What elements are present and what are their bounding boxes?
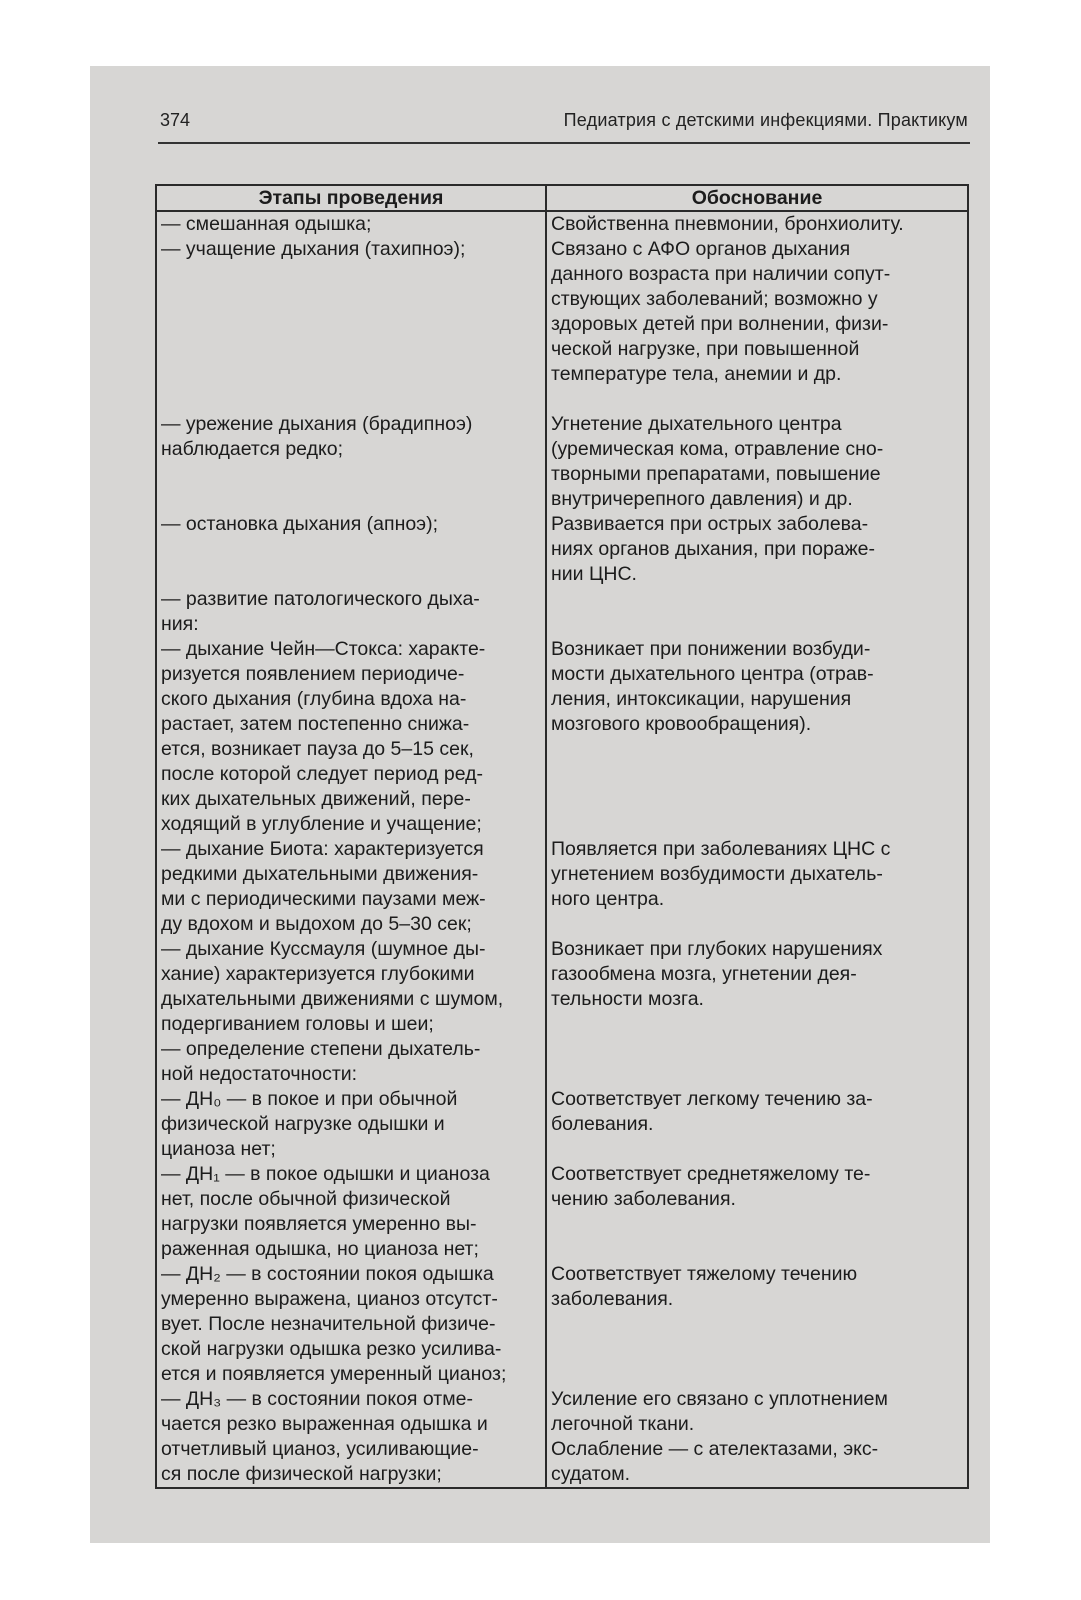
stage-line: — остановка дыхания (апноэ); bbox=[161, 513, 439, 535]
reason-line: Соответствует тяжелому течению bbox=[551, 1263, 858, 1285]
stage-line: нет, после обычной физической bbox=[161, 1188, 451, 1210]
stage-line: ду вдохом и выдохом до 5–30 сек; bbox=[161, 913, 472, 935]
reason-cell bbox=[546, 1087, 968, 1162]
stage-line: — учащение дыхания (тахипноэ); bbox=[161, 238, 466, 260]
stage-line: ризуется появлением периодиче- bbox=[161, 663, 465, 685]
reason-line: ческой нагрузке, при повышенной bbox=[551, 338, 860, 360]
column-header-stages: Этапы проведения bbox=[156, 185, 546, 211]
reason-line: Связано с АФО органов дыхания bbox=[551, 238, 851, 260]
stage-cell bbox=[156, 637, 546, 837]
reason-line: здоровых детей при волнении, физи- bbox=[551, 313, 889, 335]
reason-line: угнетением возбудимости дыхатель- bbox=[551, 863, 883, 885]
stage-line: ми с периодическими паузами меж- bbox=[161, 888, 486, 910]
stage-line: после которой следует период ред- bbox=[161, 763, 484, 785]
reason-line: температуре тела, анемии и др. bbox=[551, 363, 842, 385]
table-row bbox=[156, 211, 968, 412]
reason-line: Усиление его связано с уплотнением bbox=[551, 1388, 888, 1410]
stage-line: вует. После незначительной физиче- bbox=[161, 1313, 496, 1335]
reason-line: ствующих заболеваний; возможно у bbox=[551, 288, 878, 310]
reason-line: Угнетение дыхательного центра bbox=[551, 413, 842, 435]
reason-line: мости дыхательного центра (отрав- bbox=[551, 663, 874, 685]
stage-line: наблюдается редко; bbox=[161, 438, 343, 460]
stage-line: растает, затем постепенно снижа- bbox=[161, 713, 470, 735]
header-rule bbox=[158, 142, 970, 144]
stage-cell bbox=[156, 837, 546, 937]
stage-line: — дыхание Куссмауля (шумное ды- bbox=[161, 938, 486, 960]
reason-cell bbox=[546, 211, 968, 412]
reason-line: Свойственна пневмонии, бронхиолиту. bbox=[551, 213, 904, 235]
stage-line: — дыхание Биота: характеризуется bbox=[161, 838, 484, 860]
table-row bbox=[156, 837, 968, 937]
table-row bbox=[156, 1387, 968, 1488]
stage-line bbox=[161, 387, 541, 412]
stage-line: — ДН₂ — в состоянии покоя одышка bbox=[161, 1263, 494, 1285]
reason-line: ного центра. bbox=[551, 888, 665, 910]
stage-line: — ДН₁ — в покое одышки и цианоза bbox=[161, 1163, 490, 1185]
stage-line: отчетливый цианоз, усиливающие- bbox=[161, 1438, 479, 1460]
reason-line: Появляется при заболеваниях ЦНС с bbox=[551, 838, 891, 860]
table-row bbox=[156, 1262, 968, 1387]
stage-cell bbox=[156, 412, 546, 512]
reason-cell bbox=[546, 412, 968, 512]
reason-line: болевания. bbox=[551, 1113, 654, 1135]
stage-line: ется, возникает пауза до 5–15 сек, bbox=[161, 738, 474, 760]
stage-line: цианоза нет; bbox=[161, 1138, 276, 1160]
stage-line bbox=[161, 362, 541, 387]
stage-line bbox=[161, 337, 541, 362]
stage-cell bbox=[156, 1387, 546, 1488]
table-row bbox=[156, 937, 968, 1037]
stage-line: дыхательными движениями с шумом, bbox=[161, 988, 504, 1010]
stages-table bbox=[155, 184, 969, 1489]
stage-line: подергиванием головы и шеи; bbox=[161, 1013, 434, 1035]
reason-line: судатом. bbox=[551, 1463, 631, 1485]
reason-line: заболевания. bbox=[551, 1288, 674, 1310]
stage-line: ной недостаточности: bbox=[161, 1063, 358, 1085]
book-page bbox=[90, 66, 990, 1543]
stage-cell bbox=[156, 1162, 546, 1262]
reason-cell bbox=[546, 937, 968, 1037]
reason-cell bbox=[546, 1387, 968, 1488]
reason-line: внутричерепного давления) и др. bbox=[551, 488, 853, 510]
stage-line: — ДН₀ — в покое и при обычной bbox=[161, 1088, 458, 1110]
table-row bbox=[156, 587, 968, 637]
stage-line bbox=[161, 287, 541, 312]
reason-line: ления, интоксикации, нарушения bbox=[551, 688, 852, 710]
reason-line: тельности мозга. bbox=[551, 988, 704, 1010]
reason-line: ниях органов дыхания, при пораже- bbox=[551, 538, 876, 560]
reason-cell bbox=[546, 637, 968, 837]
reason-line: легочной ткани. bbox=[551, 1413, 695, 1435]
table-row bbox=[156, 1087, 968, 1162]
stage-cell bbox=[156, 1087, 546, 1162]
table-row bbox=[156, 412, 968, 512]
reason-line: чению заболевания. bbox=[551, 1188, 736, 1210]
reason-line: газообмена мозга, угнетении дея- bbox=[551, 963, 857, 985]
stage-line: — урежение дыхания (брадипноэ) bbox=[161, 413, 473, 435]
reason-line: Развивается при острых заболева- bbox=[551, 513, 869, 535]
stage-line: ется и появляется умеренный цианоз; bbox=[161, 1363, 507, 1385]
stage-line: умеренно выражена, цианоз отсутст- bbox=[161, 1288, 498, 1310]
reason-line: (уремическая кома, отравление сно- bbox=[551, 438, 884, 460]
reason-line: данного возраста при наличии сопут- bbox=[551, 263, 891, 285]
table-row bbox=[156, 512, 968, 587]
reason-line: Соответствует среднетяжелому те- bbox=[551, 1163, 871, 1185]
reason-line: нии ЦНС. bbox=[551, 563, 637, 585]
reason-line: Возникает при понижении возбуди- bbox=[551, 638, 871, 660]
stage-line: — смешанная одышка; bbox=[161, 213, 372, 235]
reason-cell bbox=[546, 837, 968, 937]
column-header-reason: Обоснование bbox=[546, 185, 968, 211]
table-row bbox=[156, 1162, 968, 1262]
stage-line: нагрузки появляется умеренно вы- bbox=[161, 1213, 477, 1235]
reason-line: мозгового кровообращения). bbox=[551, 713, 812, 735]
stage-line: ких дыхательных движений, пере- bbox=[161, 788, 471, 810]
stage-line: — дыхание Чейн—Стокса: характе- bbox=[161, 638, 486, 660]
stage-line: ходящий в углубление и учащение; bbox=[161, 813, 482, 835]
stage-cell bbox=[156, 211, 546, 412]
table-row bbox=[156, 637, 968, 837]
reason-line: Соответствует легкому течению за- bbox=[551, 1088, 873, 1110]
stage-line bbox=[161, 312, 541, 337]
stage-line: раженная одышка, но цианоза нет; bbox=[161, 1238, 479, 1260]
stage-line: ской нагрузки одышка резко усилива- bbox=[161, 1338, 502, 1360]
stage-cell bbox=[156, 1037, 546, 1087]
reason-line: Возникает при глубоких нарушениях bbox=[551, 938, 883, 960]
stage-line: хание) характеризуется глубокими bbox=[161, 963, 475, 985]
stage-line: ся после физической нагрузки; bbox=[161, 1463, 442, 1485]
running-header-title: Педиатрия с детскими инфекциями. Практикум bbox=[563, 110, 968, 130]
table-header-row bbox=[156, 185, 968, 211]
stage-line: редкими дыхательными движения- bbox=[161, 863, 479, 885]
stage-cell bbox=[156, 1262, 546, 1387]
table-row bbox=[156, 1037, 968, 1087]
reason-cell bbox=[546, 1162, 968, 1262]
stage-cell bbox=[156, 587, 546, 637]
reason-cell bbox=[546, 1262, 968, 1387]
stage-line: физической нагрузке одышки и bbox=[161, 1113, 445, 1135]
stage-cell bbox=[156, 937, 546, 1037]
stage-line: ния: bbox=[161, 613, 199, 635]
reason-cell bbox=[546, 1037, 968, 1087]
stage-line: — ДН₃ — в состоянии покоя отме- bbox=[161, 1388, 473, 1410]
reason-line: творными препаратами, повышение bbox=[551, 463, 881, 485]
stage-line: — развитие патологического дыха- bbox=[161, 588, 480, 610]
reason-cell bbox=[546, 587, 968, 637]
stage-line: — определение степени дыхатель- bbox=[161, 1038, 481, 1060]
stage-line bbox=[161, 262, 541, 287]
page-number: 374 bbox=[160, 110, 191, 130]
reason-cell bbox=[546, 512, 968, 587]
reason-line: Ослабление — с ателектазами, экс- bbox=[551, 1438, 879, 1460]
stage-line: чается резко выраженная одышка и bbox=[161, 1413, 488, 1435]
stage-line: ского дыхания (глубина вдоха на- bbox=[161, 688, 467, 710]
stage-cell bbox=[156, 512, 546, 587]
